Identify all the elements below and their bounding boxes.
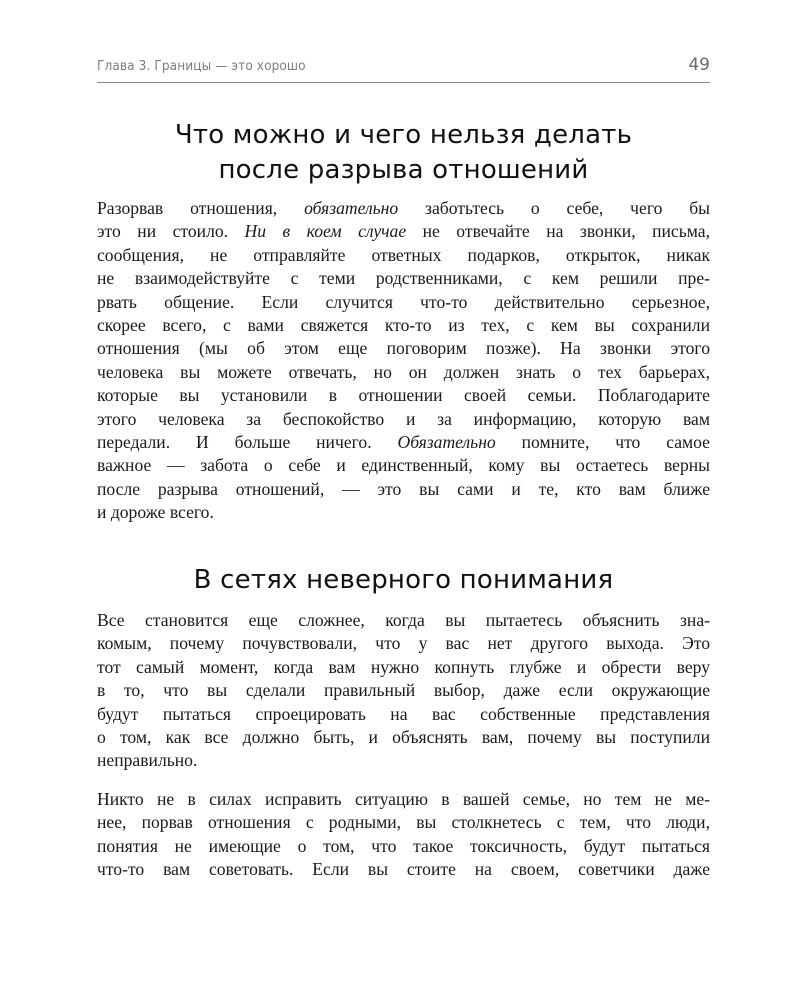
text-line: тот самый момент, когда вам нужно копнуть глубже и обрести веру <box>97 656 710 677</box>
text-line: после разрыва отношений, — это вы сами и те, кто вам ближе <box>97 478 710 499</box>
text-line: и дороже всего. <box>97 502 214 523</box>
text-line: Разорвав отношения, обязательно заботьтесь о себе, чего бы <box>97 198 711 218</box>
running-header <box>97 56 710 83</box>
text-line: о том, как все должно быть, и объяснять вам, почему вы поступили <box>97 727 710 748</box>
text-line: будут пытаться спроецировать на вас собственные представления <box>97 703 710 724</box>
text-line: этого человека за беспокойство и за информацию, которую вам <box>97 408 710 429</box>
text-line: скорее всего, с вами свяжется кто-то из тех, с кем вы сохранили <box>97 315 710 336</box>
text-line: неправильно. <box>97 750 198 771</box>
text-line: не взаимодействуйте с теми родственниками, с кем решили пре- <box>97 268 710 289</box>
text-line: комым, почему почувствовали, что у вас нет другого выхода. Это <box>97 633 710 654</box>
heading-line: В сетях неверного понимания <box>193 565 614 595</box>
heading-line: после разрыва отношений <box>218 155 589 185</box>
text-line: что-то вам советовать. Если вы стоите на своем, советчики даже <box>97 859 710 880</box>
paragraph-after-breakup <box>97 197 710 525</box>
text-line: которые вы установили в отношении своей семьи. Поблагодарите <box>97 385 710 406</box>
text-line: рвать общение. Если случится что-то действительно серьезное, <box>97 291 710 312</box>
text-line: сообщения, не отправляйте ответных подарков, открыток, никак <box>97 244 710 265</box>
text-line: Никто не в силах исправить ситуацию в вашей семье, но тем не ме- <box>97 789 710 809</box>
text-line: важное — забота о себе и единственный, кому вы остаетесь верны <box>97 455 710 476</box>
text-line: в то, что вы сделали правильный выбор, даже если окружающие <box>97 680 710 701</box>
chapter-title: Глава 3. Границы — это хорошо <box>97 58 306 74</box>
text-line: передали. И больше ничего. Обязательно помните, что самое <box>97 432 710 453</box>
text-line: человека вы можете отвечать, но он должен знать о тех барьерах, <box>97 361 710 382</box>
heading-line: Что можно и чего нельзя делать <box>174 120 633 150</box>
text-line: понятия не имеющие о том, что такое токсичность, будут пытаться <box>97 835 710 856</box>
text-line: Все становится еще сложнее, когда вы пытаетесь объяснить зна- <box>97 610 710 630</box>
text-line: нее, порвав отношения с родными, вы столкнетесь с тем, что люди, <box>97 812 710 833</box>
section-heading-misunderstanding <box>97 563 710 598</box>
text-line: отношения (мы об этом еще поговорим позже). На звонки этого <box>97 338 710 359</box>
paragraph-explaining <box>97 609 710 773</box>
section-heading-dos-donts <box>97 118 710 188</box>
text-line: это ни стоило. Ни в коем случае не отвечайте на звонки, письма, <box>97 221 710 242</box>
page-number: 49 <box>688 55 710 75</box>
paragraph-advisers <box>97 788 710 882</box>
